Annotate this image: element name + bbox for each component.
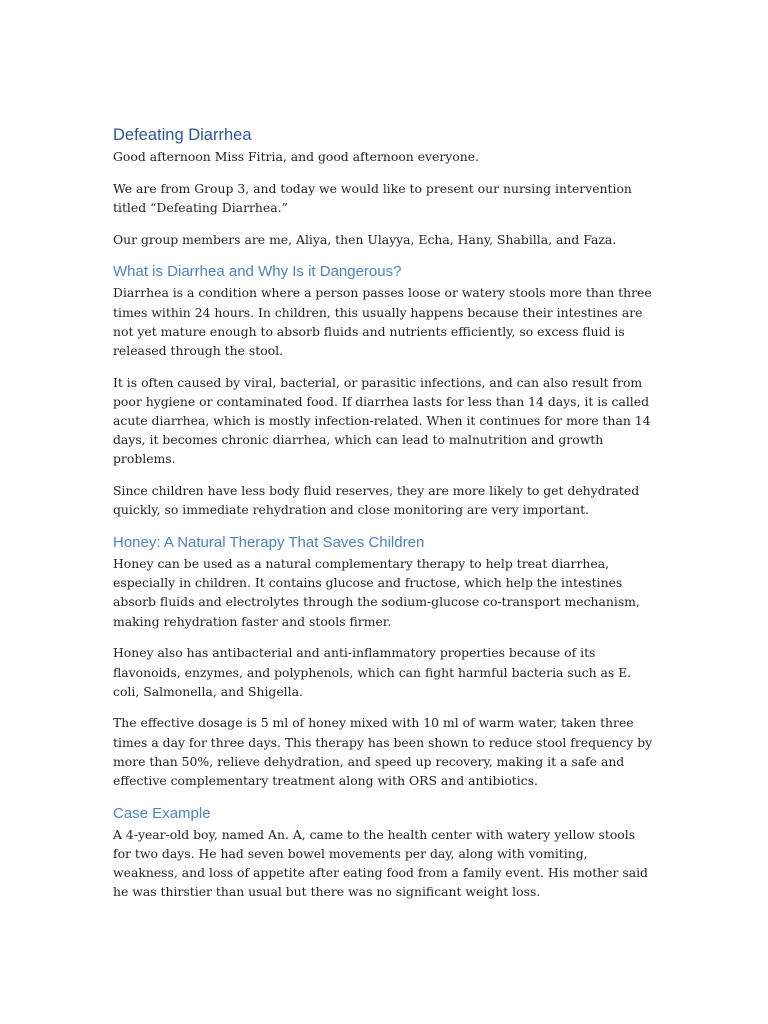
document-title: Defeating Diarrhea — [113, 126, 252, 144]
intro-paragraph: Our group members are me, Aliya, then Ulayya, Echa, Hany, Shabilla, and Faza. — [113, 231, 617, 247]
body-paragraph: Diarrhea is a condition where a person passes loose or watery stools more than three times within 24 hours. In children, this usually happens because their intestines are not yet mature enough to absorb fluids and nutrients efficiently, so excess fluid is released through the stool. — [113, 285, 652, 358]
body-paragraph: A 4-year-old boy, named An. A, came to the health center with watery yellow stools for two days. He had seven bowel movements per day, along with vomiting, weakness, and loss of appetite after eating food from a family event. His mother said he was thirstier than usual but there was no significant weight loss. — [113, 826, 648, 900]
body-paragraph: It is often caused by viral, bacterial, or parasitic infections, and can also result from poor hygiene or contaminated food. If diarrhea lasts for less than 14 days, it is called acute diarrhea, which is mostly infection-related. When it continues for more than 14 days, it becomes chronic diarrhea, which can lead to malnutrition and growth problems. — [113, 374, 651, 467]
document-page — [113, 124, 653, 914]
body-paragraph: Honey also has antibacterial and anti-inflammatory properties because of its flavonoids, enzymes, and polyphenols, which can fight harmful bacteria such as E. coli, Salmonella, and Shigella. — [113, 645, 632, 699]
section-case-example — [113, 803, 653, 902]
intro-paragraph: Good afternoon Miss Fitria, and good afternoon everyone. — [113, 149, 479, 164]
body-paragraph: Honey can be used as a natural complementary therapy to help treat diarrhea, especially in children. It contains glucose and fructose, which help the intestines absorb fluids and electrolytes through the sodium-glucose co-transport mechanism, making rehydration faster and stools firmer. — [113, 556, 640, 629]
section-honey-therapy — [113, 532, 653, 790]
body-paragraph: Since children have less body fluid reserves, they are more likely to get dehydrated quickly, so immediate rehydration and close monitoring are very important. — [113, 483, 640, 518]
section-what-is-diarrhea — [113, 261, 653, 519]
section-heading: Case Example — [113, 804, 211, 822]
section-heading: What is Diarrhea and Why Is it Dangerous? — [113, 263, 402, 281]
intro-paragraph: We are from Group 3, and today we would like to present our nursing intervention titled “Defeating Diarrhea.” — [113, 180, 632, 215]
section-heading: Honey: A Natural Therapy That Saves Children — [113, 534, 425, 552]
body-paragraph: The effective dosage is 5 ml of honey mixed with 10 ml of warm water, taken three times a day for three days. This therapy has been shown to reduce stool frequency by more than 50%, relieve dehydration, and speed up recovery, making it a safe and effective complementary treatment along with ORS and antibiotics. — [113, 715, 653, 789]
